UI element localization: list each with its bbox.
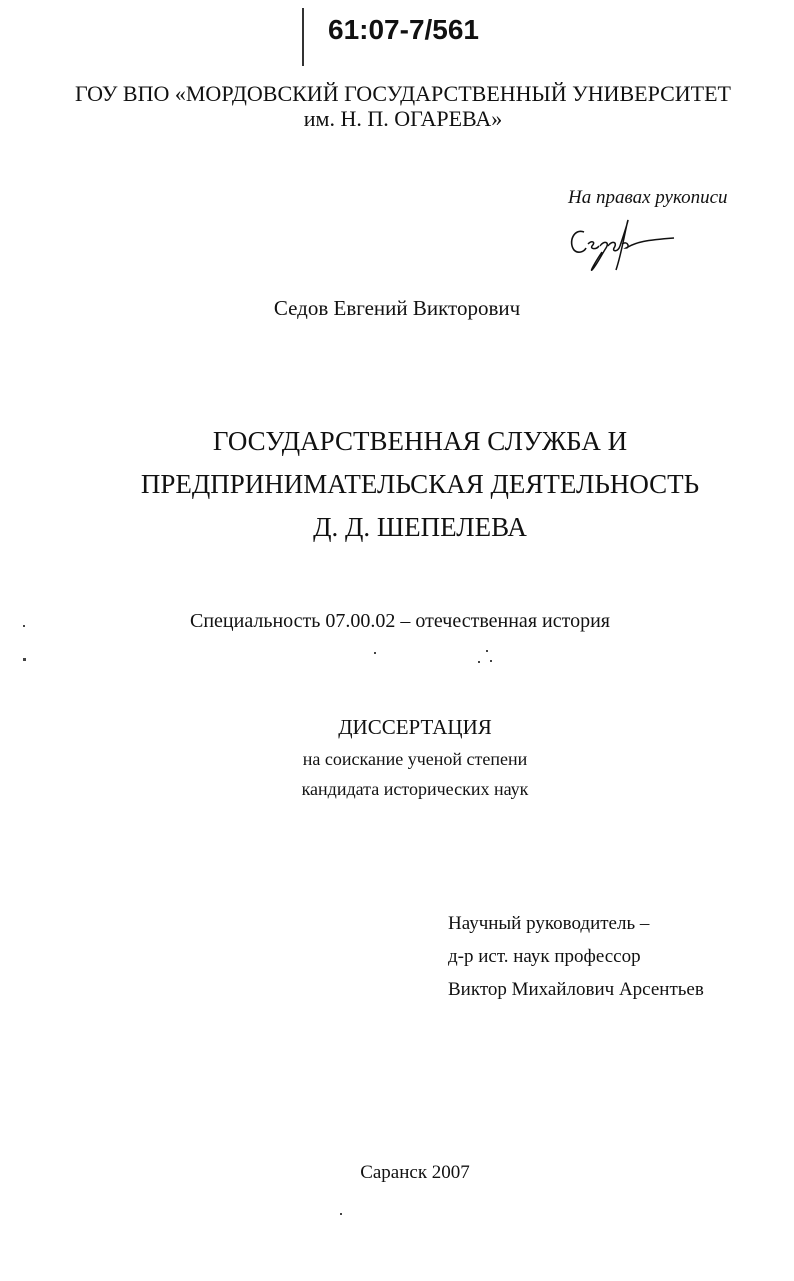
author-name: Седов Евгений Викторович <box>273 296 521 320</box>
degree-heading: ДИССЕРТАЦИЯ <box>338 715 492 739</box>
institution-name <box>0 81 794 131</box>
scan-speck <box>374 652 376 654</box>
dissertation-title <box>0 420 794 549</box>
title-line-1: ГОСУДАРСТВЕННАЯ СЛУЖБА И <box>212 426 628 456</box>
specialty-line: Специальность 07.00.02 – отечественная история <box>190 610 610 632</box>
library-stamp-code: 61:07-7/561 <box>328 14 480 45</box>
scan-speck <box>340 1213 342 1215</box>
scan-speck <box>23 658 26 661</box>
supervisor-name: Виктор Михайлович Арсентьев <box>448 979 704 1000</box>
supervisor-role: Научный руководитель – <box>448 913 650 934</box>
title-line-2: ПРЕДПРИНИМАТЕЛЬСКАЯ ДЕЯТЕЛЬНОСТЬ <box>140 469 700 499</box>
title-line-3: Д. Д. ШЕПЕЛЕВА <box>313 512 527 542</box>
degree-line-1: на соискание ученой степени <box>302 749 528 769</box>
scan-margin-line <box>302 8 304 66</box>
scan-speck <box>486 650 488 652</box>
scan-speck <box>23 625 25 627</box>
scan-speck <box>490 660 492 662</box>
supervisor-block <box>448 907 704 1006</box>
city-year: Саранск 2007 <box>360 1162 470 1183</box>
supervisor-credentials: д-р ист. наук профессор <box>448 946 641 967</box>
degree-line-2: кандидата исторических наук <box>301 779 529 799</box>
signature-icon <box>566 212 678 274</box>
scan-speck <box>478 661 480 663</box>
institution-line-2: им. Н. П. ОГАРЕВА» <box>303 106 503 131</box>
rights-note: На правах рукописи <box>568 187 728 208</box>
institution-line-1: ГОУ ВПО «МОРДОВСКИЙ ГОСУДАРСТВЕННЫЙ УНИВЕРСИТЕТ <box>75 81 731 106</box>
